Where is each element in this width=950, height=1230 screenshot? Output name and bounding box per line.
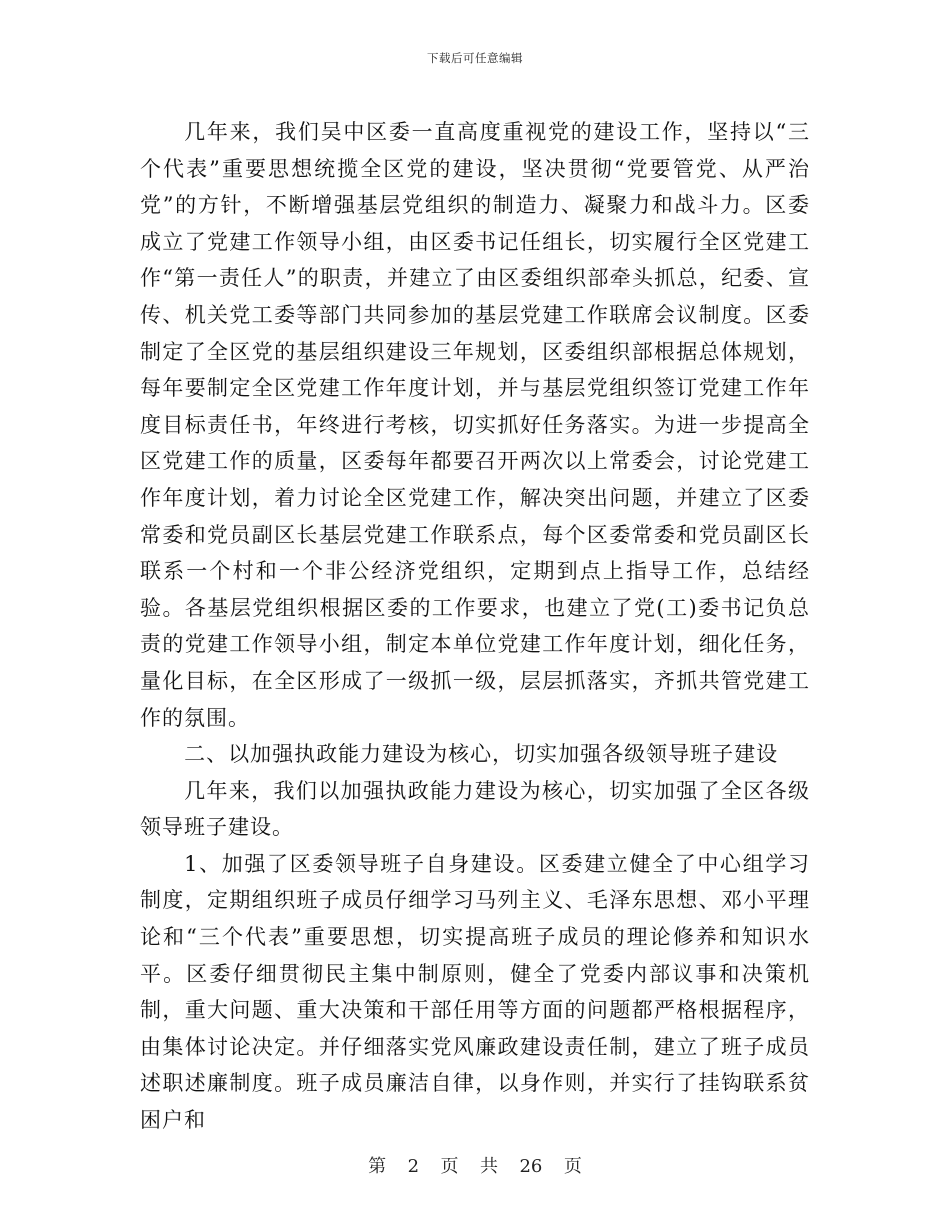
footer-prefix: 第: [368, 1156, 387, 1177]
paragraph-2: 几年来，我们以加强执政能力建设为核心，切实加强了全区各级领导班子建设。: [140, 778, 810, 840]
body-text: [140, 114, 810, 1139]
section-heading: 二、以加强执政能力建设为核心，切实加强各级领导班子建设: [184, 742, 779, 767]
page-footer: [0, 1152, 950, 1178]
paragraph-1: 几年来，我们吴中区委一直高度重视党的建设工作，坚持以“三个代表”重要思想统揽全区党的建设，坚决贯彻“党要管党、从严治党”的方针，不断增强基层党组织的制造力、凝聚力和战斗力。区委成立了党建工作领导小组，由区委书记任组长，切实履行全区党建工作“第一责任人”的职责，并建立了由区委组织部牵头抓总，纪委、宣传、机关党工委等部门共同参加的基层党建工作联席会议制度。区委制定了全区党的基层组织建设三年规划，区委组织部根据总体规划，每年要制定全区党建工作年度计划，并与基层党组织签订党建工作年度目标责任书，年终进行考核，切实抓好任务落实。为进一步提高全区党建工作的质量，区委每年都要召开两次以上常委会，讨论党建工作年度计划，着力讨论全区党建工作，解决突出问题，并建立了区委常委和党员副区长基层党建工作联系点，每个区委常委和党员副区长联系一个村和一个非公经济党组织，定期到点上指导工作，总结经验。各基层党组织根据区委的工作要求，也建立了党(工)委书记负总责的党建工作领导小组，制定本单位党建工作年度计划，细化任务，量化目标，在全区形成了一级抓一级，层层抓落实，齐抓共管党建工作的氛围。: [140, 120, 810, 730]
footer-total-label: 共: [480, 1156, 498, 1177]
footer-page-word: 页: [440, 1156, 459, 1177]
page-header-note: 下载后可任意编辑: [427, 51, 523, 65]
footer-suffix: 页: [563, 1156, 582, 1177]
footer-total-pages: 26: [519, 1156, 543, 1177]
paragraph-3: 1、加强了区委领导班子自身建设。区委建立健全了中心组学习制度，定期组织班子成员仔细学习马列主义、毛泽东思想、邓小平理论和“三个代表”重要思想，切实提高班子成员的理论修养和知识水平。区委仔细贯彻民主集中制原则，健全了党委内部议事和决策机制，重大问题、重大决策和干部任用等方面的问题都严格根据程序，由集体讨论决定。并仔细落实党风廉政建设责任制，建立了班子成员述职述廉制度。班子成员廉洁自律，以身作则，并实行了挂钩联系贫困户和: [140, 851, 810, 1133]
footer-page-number: 2: [407, 1156, 420, 1177]
